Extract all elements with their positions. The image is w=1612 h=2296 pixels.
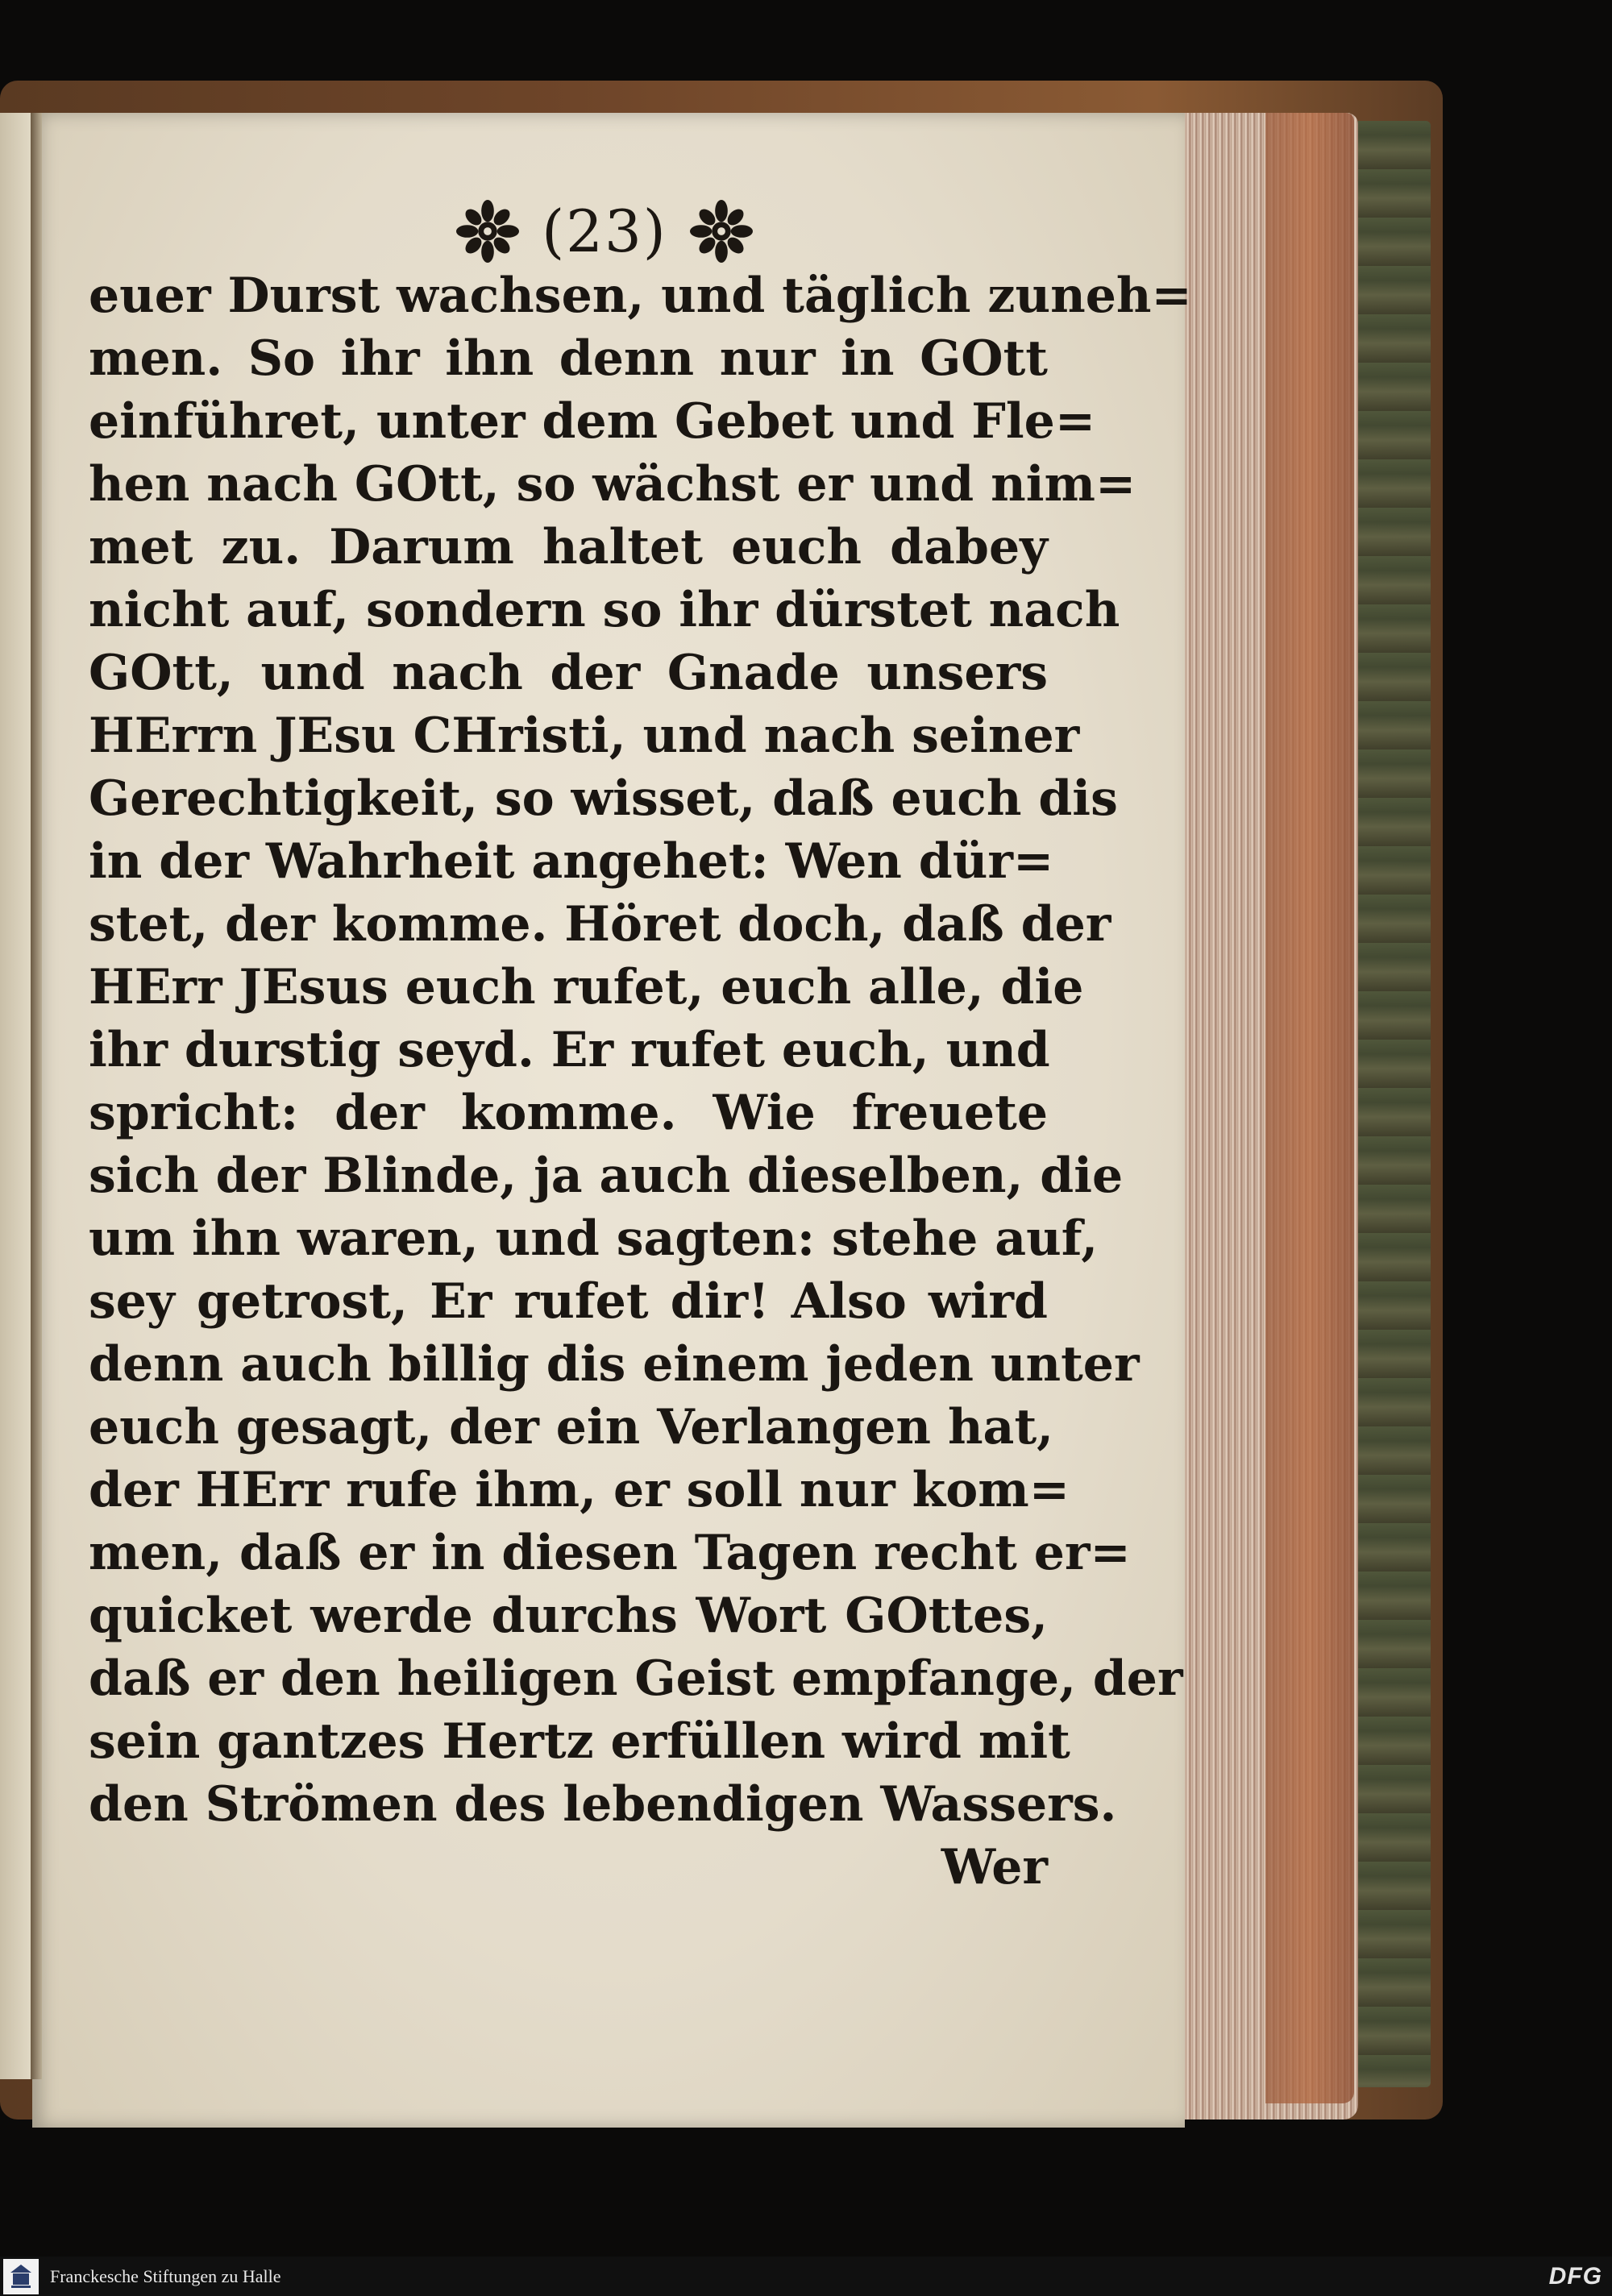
institution-block[interactable] (0, 2259, 281, 2294)
dfg-logo: DFG (1548, 2262, 1602, 2290)
text-line: in der Wahrheit angehet: Wen dür= (89, 833, 1054, 890)
page-header (435, 187, 774, 276)
body-text (89, 264, 1192, 1899)
text-line: denn auch billig dis einem jeden unter (89, 1336, 1140, 1393)
text-line: men. So ihr ihn denn nur in GOtt (89, 330, 1048, 387)
viewer-footer-bar (0, 2257, 1612, 2296)
catchword: Wer (941, 1839, 1048, 1895)
red-edge-gilding (1265, 113, 1354, 2103)
text-line: spricht: der komme. Wie freuete (89, 1085, 1048, 1141)
text-line: um ihn waren, und sagten: stehe auf, (89, 1210, 1099, 1267)
text-line: Gerechtigkeit, so wisset, daß euch dis (89, 770, 1118, 827)
text-line: HErrn JEsu CHristi, und nach seiner (89, 708, 1080, 764)
text-line: daß er den heiligen Geist empfange, der (89, 1650, 1183, 1707)
text-line: euer Durst wachsen, und täglich zuneh= (89, 268, 1192, 324)
building-icon (9, 2263, 33, 2290)
page-gutter (31, 113, 42, 2079)
institution-name: Franckesche Stiftungen zu Halle (50, 2265, 281, 2286)
text-line: ihr durstig seyd. Er rufet euch, und (89, 1022, 1050, 1078)
text-line: der HErr rufe ihm, er soll nur kom= (89, 1462, 1070, 1518)
stiftung-logo-icon (3, 2259, 39, 2294)
text-line: sey getrost, Er rufet dir! Also wird (89, 1273, 1048, 1330)
text-line: nicht auf, sondern so ihr dürstet nach (89, 582, 1120, 638)
text-line: sich der Blinde, ja auch dieselben, die (89, 1148, 1124, 1204)
text-line: met zu. Darum haltet euch dabey (89, 519, 1048, 575)
text-line: quicket werde durchs Wort GOttes, (89, 1588, 1048, 1644)
text-line: men, daß er in diesen Tagen recht er= (89, 1525, 1131, 1581)
text-line: GOtt, und nach der Gnade unsers (89, 645, 1048, 701)
text-line: sein gantzes Hertz erfüllen wird mit (89, 1713, 1070, 1770)
left-ornament-icon (456, 200, 519, 263)
cover-marbling (1354, 121, 1431, 2087)
text-line: euch gesagt, der ein Verlangen hat, (89, 1399, 1054, 1455)
text-line: einführet, unter dem Gebet und Fle= (89, 393, 1096, 450)
page-number: (23) (542, 197, 667, 265)
text-line: HErr JEsus euch rufet, euch alle, die (89, 959, 1084, 1015)
text-line: den Strömen des lebendigen Wassers. (89, 1776, 1117, 1833)
text-line: stet, der komme. Höret doch, daß der (89, 896, 1111, 953)
book-page (32, 113, 1192, 2128)
text-line: hen nach GOtt, so wächst er und nim= (89, 456, 1136, 513)
left-page-edge (0, 113, 32, 2079)
right-ornament-icon (690, 200, 753, 263)
